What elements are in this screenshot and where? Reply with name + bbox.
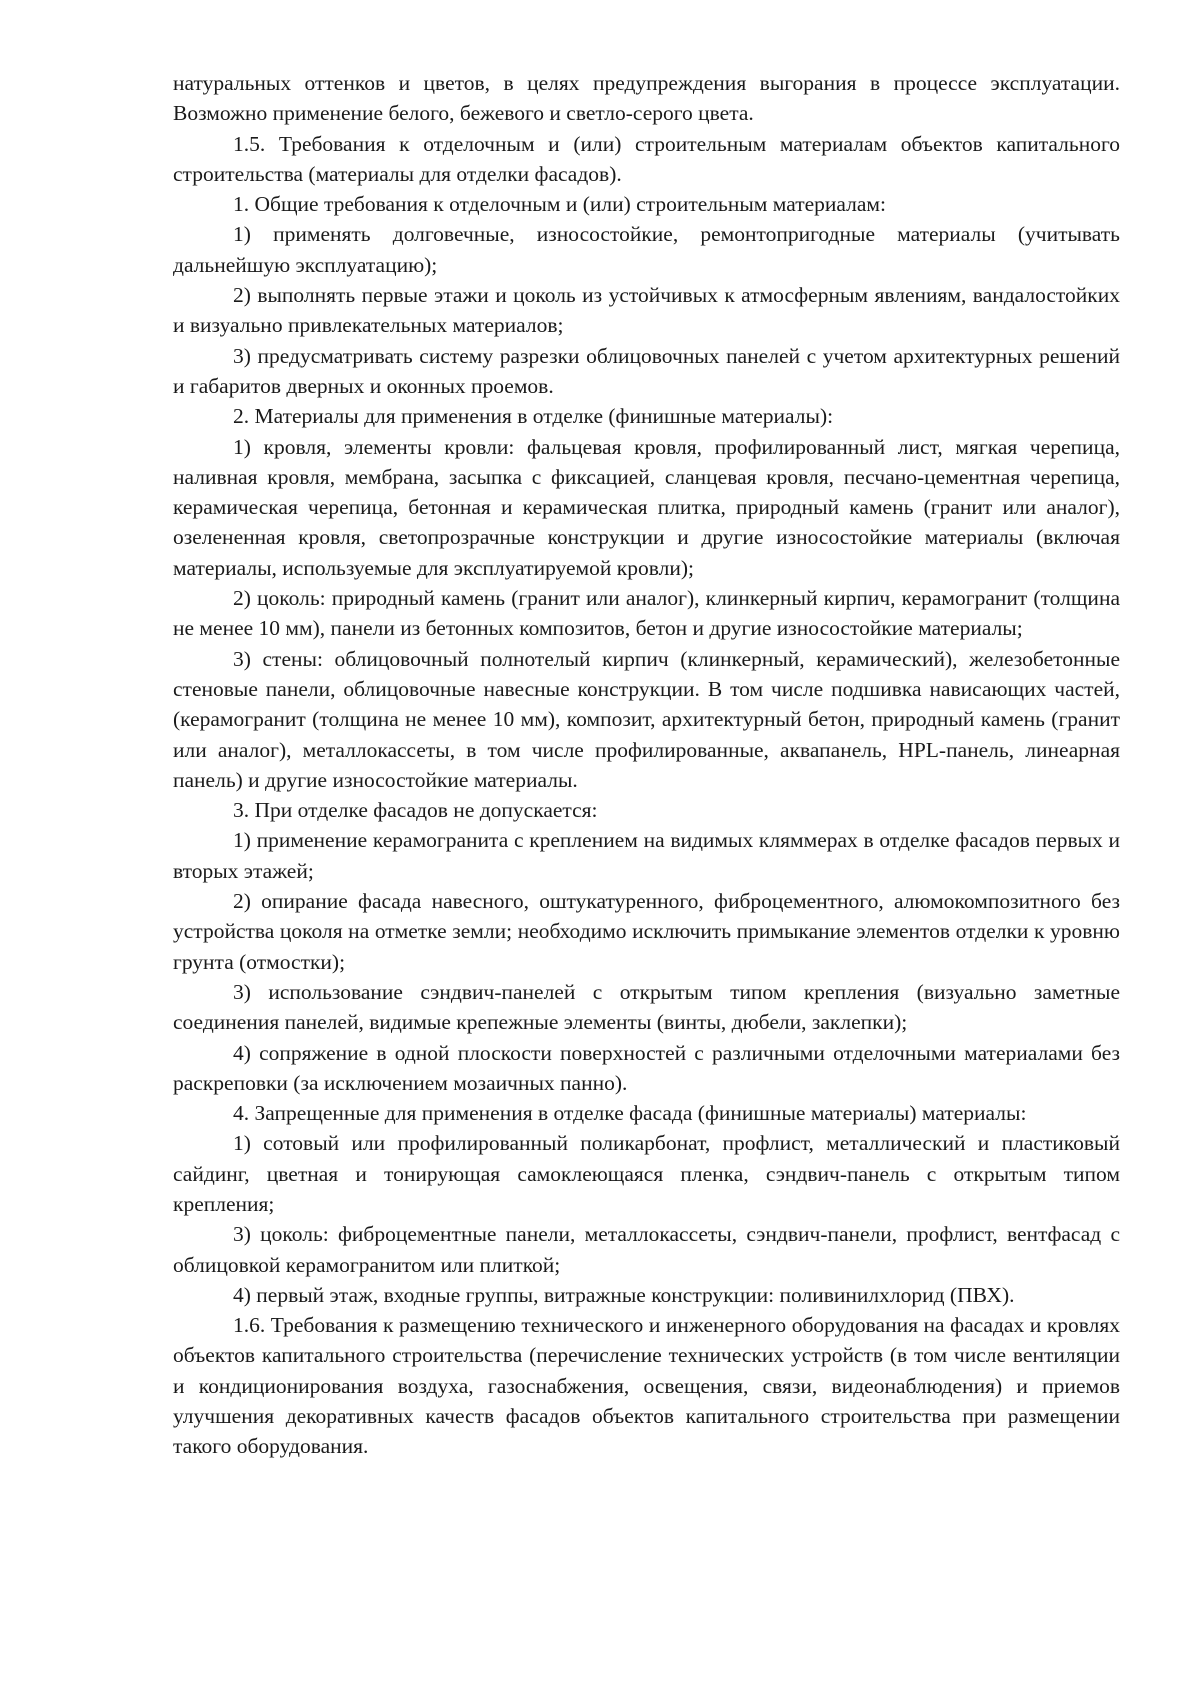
section-1-5-heading: 1.5. Требования к отделочным и (или) строительным материалам объектов капитального строительства (материалы для отделки фасадов).	[173, 131, 1120, 186]
list-item: 3) предусматривать систему разрезки облицовочных панелей с учетом архитектурных решений и габаритов дверных и оконных проемов.	[173, 343, 1120, 398]
list-item: 4) первый этаж, входные группы, витражные конструкции: поливинилхлорид (ПВХ).	[233, 1282, 1015, 1307]
document-page	[173, 68, 1120, 1462]
list-item: 3) стены: облицовочный полнотелый кирпич (клинкерный, керамический), железобетонные стеновые панели, облицовочные навесные конструкции. В том числе подшивка нависающих частей, (керамогранит (толщина не менее 10 мм), композит, архитектурный бетон, природный камень (гранит или аналог), металлокассеты, в том числе профилированные, аквапанель, HPL-панель, линеарная панель) и другие износостойкие материалы.	[173, 646, 1120, 792]
not-allowed-heading: 3. При отделке фасадов не допускается:	[233, 798, 598, 823]
list-item: 1) кровля, элементы кровли: фальцевая кровля, профилированный лист, мягкая черепица, наливная кровля, мембрана, засыпка с фиксацией, сланцевая кровля, песчано-цементная черепица, керамическая черепица, бетонная и керамическая плитка, природный камень (гранит или аналог), озелененная кровля, светопрозрачные конструкции и другие износостойкие материалы (включая материалы, используемые для эксплуатируемой кровли);	[173, 434, 1120, 580]
list-item: 1) применять долговечные, износостойкие, ремонтопригодные материалы (учитывать дальнейшую эксплуатацию);	[173, 222, 1120, 277]
list-item: 2) выполнять первые этажи и цоколь из устойчивых к атмосферным явлениям, вандалостойких и визуально привлекательных материалов;	[173, 283, 1120, 338]
list-item: 2) цоколь: природный камень (гранит или аналог), клинкерный кирпич, керамогранит (толщина не менее 10 мм), панели из бетонных композитов, бетон и другие износостойкие материалы;	[173, 586, 1120, 641]
prohibited-materials-heading: 4. Запрещенные для применения в отделке фасада (финишные материалы) материалы:	[233, 1101, 1027, 1126]
section-1-6-heading: 1.6. Требования к размещению технического и инженерного оборудования на фасадах и кровлях объектов капитального строительства (перечисление технических устройств (в том числе вентиляции и кондиционирования воздуха, газоснабжения, освещения, связи, видеонаблюдения) и приемов улучшения декоративных качеств фасадов объектов капитального строительства при размещении такого оборудования.	[173, 1313, 1120, 1459]
finishing-materials-heading: 2. Материалы для применения в отделке (финишные материалы):	[233, 404, 834, 429]
list-item: 1) сотовый или профилированный поликарбонат, профлист, металлический и пластиковый сайдинг, цветная и тонирующая самоклеющаяся пленка, сэндвич-панель с открытым типом крепления;	[173, 1131, 1120, 1216]
list-item: 3) цоколь: фиброцементные панели, металлокассеты, сэндвич-панели, профлист, вентфасад с облицовкой керамогранитом или плиткой;	[173, 1222, 1120, 1277]
list-item: 1) применение керамогранита с креплением на видимых кляммерах в отделке фасадов первых и вторых этажей;	[173, 828, 1120, 883]
list-item: 3) использование сэндвич-панелей с открытым типом крепления (визуально заметные соединения панелей, видимые крепежные элементы (винты, дюбели, заклепки);	[173, 979, 1120, 1035]
general-requirements-heading: 1. Общие требования к отделочным и (или) строительным материалам:	[233, 192, 886, 217]
list-item: 4) сопряжение в одной плоскости поверхностей с различными отделочными материалами без раскреповки (за исключением мозаичных панно).	[173, 1040, 1120, 1095]
paragraph-continuation: натуральных оттенков и цветов, в целях предупреждения выгорания в процессе эксплуатации. Возможно применение белого, бежевого и светло-серого цвета.	[173, 71, 1120, 126]
list-item: 2) опирание фасада навесного, оштукатуренного, фиброцементного, алюмокомпозитного без устройства цоколя на отметке земли; необходимо исключить примыкание элементов отделки к уровню грунта (отмостки);	[173, 889, 1120, 974]
